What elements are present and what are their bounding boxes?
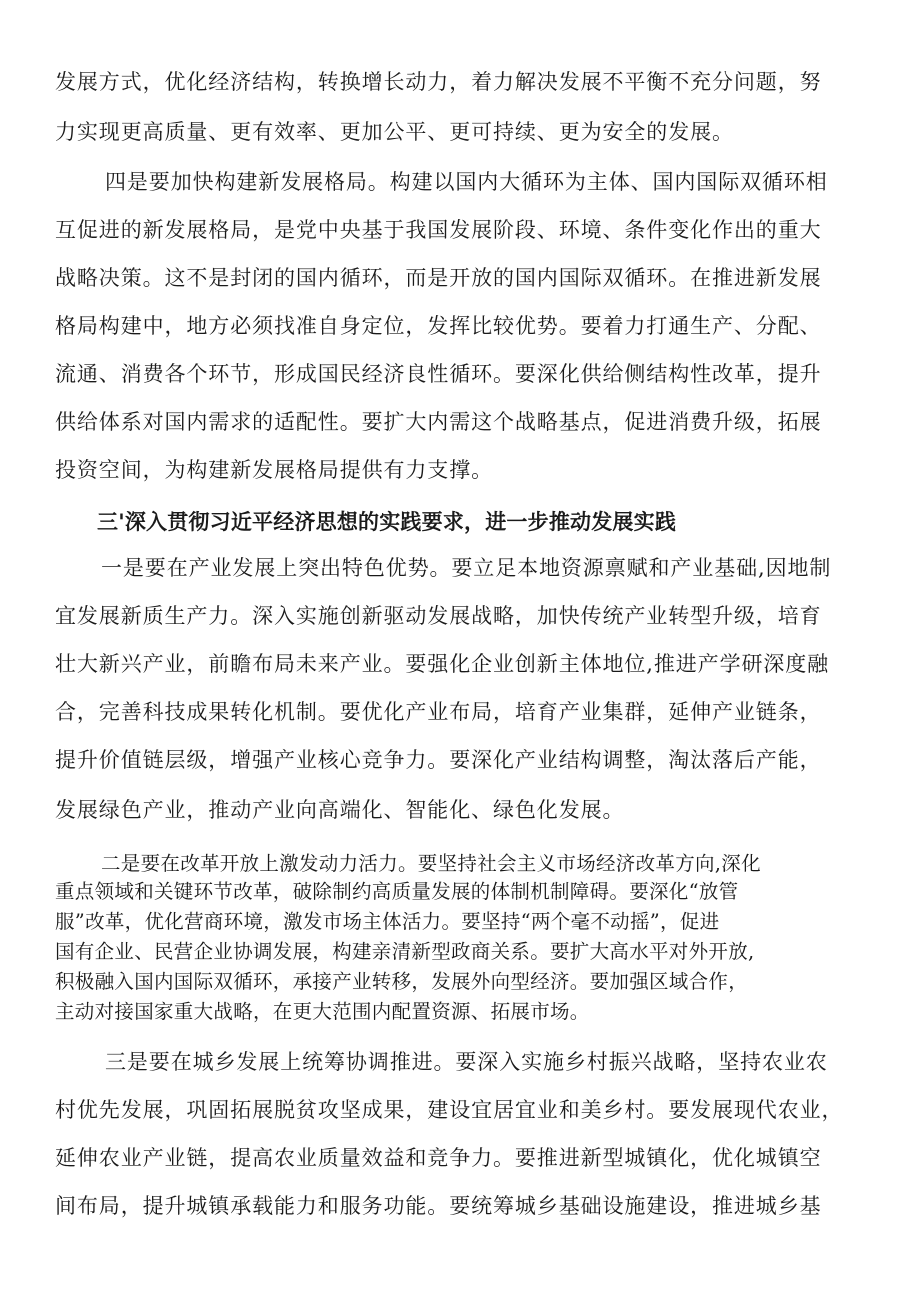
paragraph-line: 积极融入国内国际双循环，承接产业转移，发展外向型经济。要加强区域合作， (55, 970, 749, 993)
paragraph-line: 一是要在产业发展上突出特色优势。要立足本地资源禀赋和产业基础,因地制 (101, 556, 832, 580)
paragraph-line: 战略决策。这不是封闭的国内循环，而是开放的国内国际双循环。在推进新发展 (55, 266, 822, 290)
paragraph-line: 间布局，提升城镇承载能力和服务功能。要统筹城乡基础设施建设，推进城乡基 (55, 1194, 822, 1218)
paragraph-line: 合，完善科技成果转化机制。要优化产业布局，培育产业集群，延伸产业链条， (55, 700, 822, 724)
paragraph-line: 供给体系对国内需求的适配性。要扩大内需这个战略基点，促进消费升级，拓展 (55, 410, 822, 434)
paragraph-line: 格局构建中，地方必须找准自身定位，发挥比较优势。要着力打通生产、分配、 (55, 314, 822, 338)
paragraph-line: 四是要加快构建新发展格局。构建以国内大循环为主体、国内国际双循环相 (105, 170, 828, 194)
paragraph-line: 提升价值链层级，增强产业核心竞争力。要深化产业结构调整，淘汰落后产能， (55, 748, 822, 772)
paragraph-line: 主动对接国家重大战略，在更大范围内配置资源、拓展市场。 (55, 1000, 590, 1023)
paragraph-line: 发展绿色产业，推动产业向高端化、智能化、绿色化发展。 (55, 798, 625, 822)
paragraph-line: 村优先发展，巩固拓展脱贫攻坚成果，建设宜居宜业和美乡村。要发展现代农业， (55, 1098, 844, 1122)
paragraph-line: 发展方式，优化经济结构，转换增长动力，着力解决发展不平衡不充分问题，努 (55, 70, 822, 94)
paragraph-line: 投资空间，为构建新发展格局提供有力支撑。 (55, 458, 493, 482)
paragraph-line: 延伸农业产业链，提高农业质量效益和竞争力。要推进新型城镇化，优化城镇空 (55, 1146, 822, 1170)
paragraph-line: 壮大新兴产业，前瞻布局未来产业。要强化企业创新主体地位,推进产学研深度融 (55, 652, 830, 676)
paragraph-line: 二是要在改革开放上激发动力活力。要坚持社会主义市场经济改革方向,深化 (101, 852, 761, 875)
paragraph-line: 国有企业、民营企业协调发展，构建亲清新型政商关系。要扩大高水平对外开放, (55, 940, 755, 963)
paragraph-line: 流通、消费各个环节，形成国民经济良性循环。要深化供给侧结构性改革，提升 (55, 362, 822, 386)
paragraph-line: 三是要在城乡发展上统筹协调推进。要深入实施乡村振兴战略，坚持农业农 (105, 1050, 828, 1074)
paragraph-line: 重点领域和关键环节改革，破除制约高质量发展的体制机制障碍。要深化“放管 (55, 880, 739, 903)
paragraph-line: 宜发展新质生产力。深入实施创新驱动发展战略，加快传统产业转型升级，培育 (55, 604, 822, 628)
paragraph-line: 服”改革，优化营商环境，激发市场主体活力。要坚持“两个毫不动摇”，促进 (55, 910, 720, 933)
paragraph-line: 力实现更高质量、更有效率、更加公平、更可持续、更为安全的发展。 (55, 120, 734, 144)
section-heading: 三'深入贯彻习近平经济思想的实践要求，进一步推动发展实践 (97, 510, 677, 534)
paragraph-line: 互促进的新发展格局，是党中央基于我国发展阶段、环境、条件变化作出的重大 (55, 218, 822, 242)
